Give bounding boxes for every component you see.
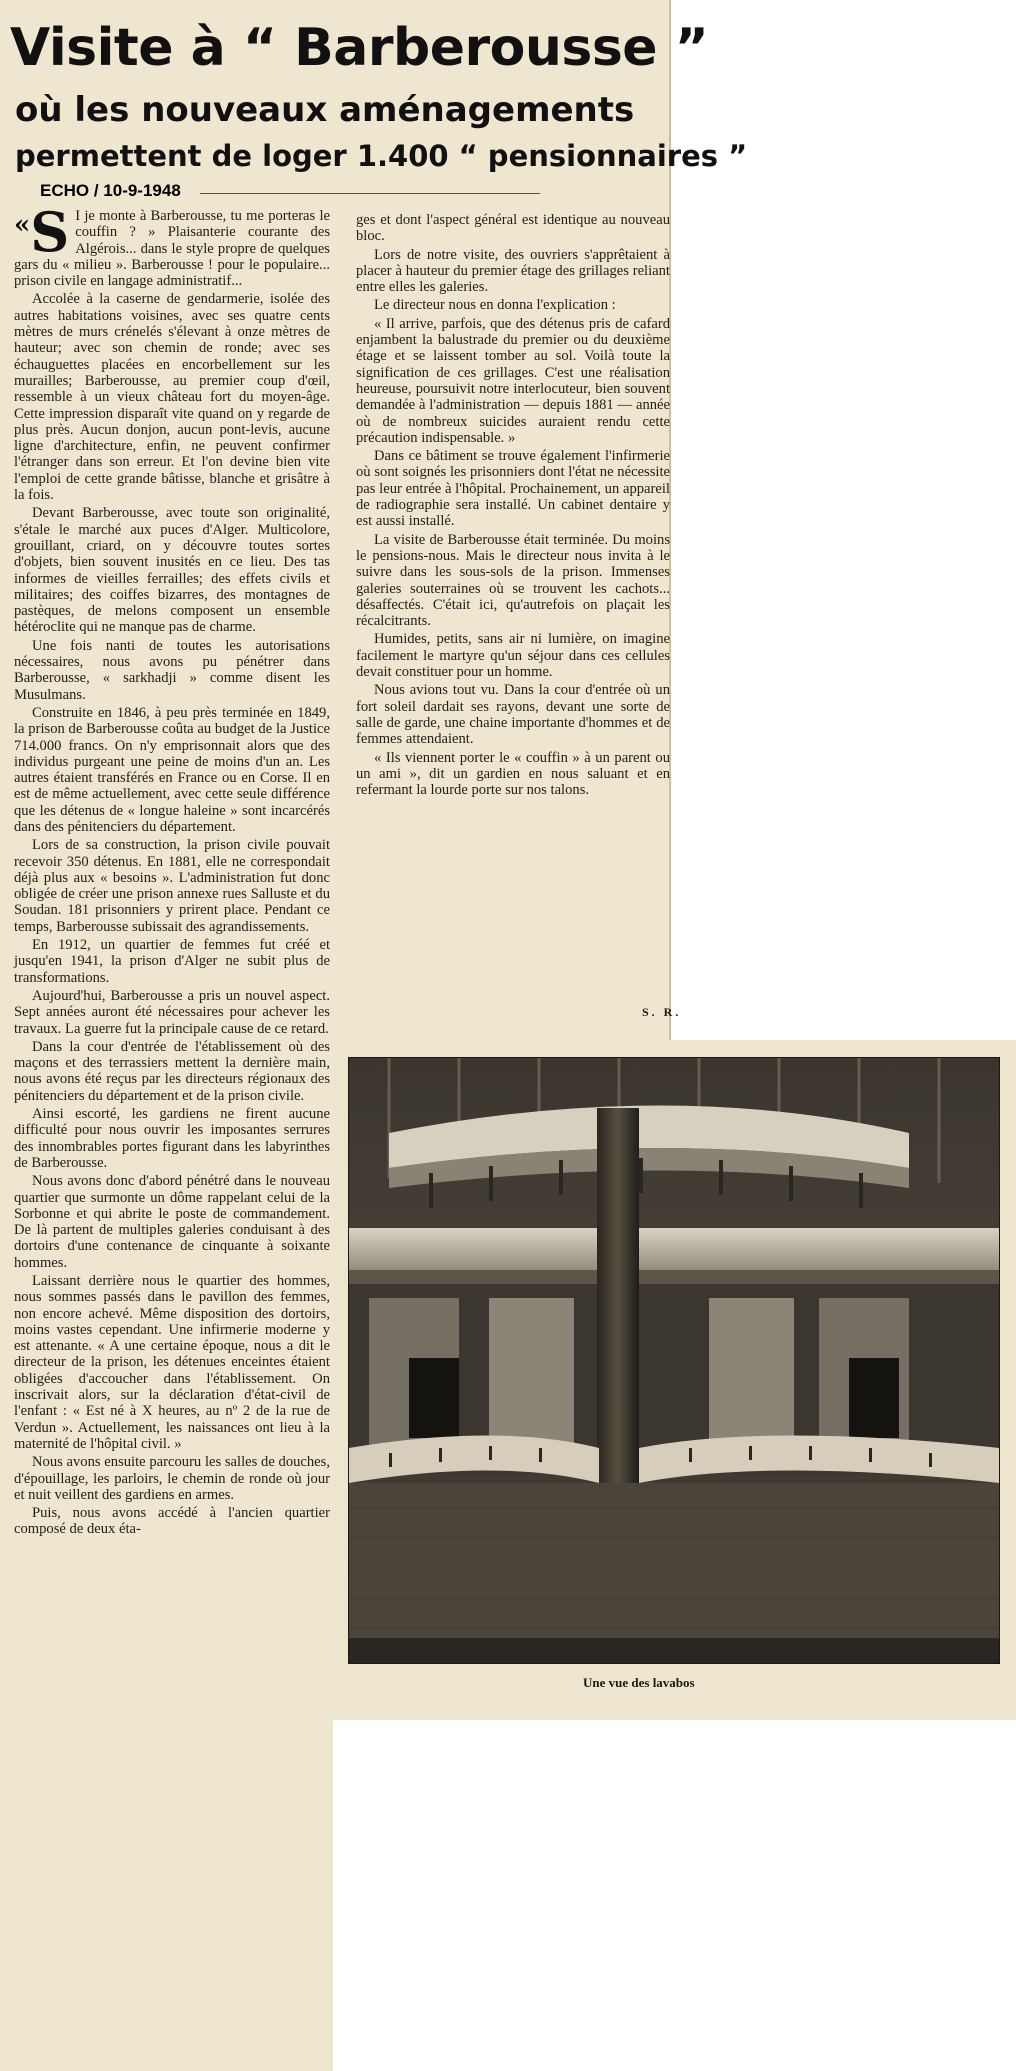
paragraph: ges et dont l'aspect général est identique au nouveau bloc.: [356, 212, 670, 245]
paragraph: Lors de notre visite, des ouvriers s'apprêtaient à placer à hauteur du premier étage des grillages reliant entre elles les galeries.: [356, 246, 670, 296]
paragraph: « Il arrive, parfois, que des détenus pris de cafard enjambent la balustrade du premier ou du deuxième étage et se laissent tomber au sol. Voilà toute la signification de ces grillages. C'est une réalisation heureuse, poursuivit notre interlocuteur, bien souvent demandée à l'administration — depuis 1881 — année où de nombreux suicides auraient rendu cette précaution indispensable. »: [356, 315, 670, 446]
paragraph: En 1912, un quartier de femmes fut créé et jusqu'en 1941, la prison d'Alger ne subit plus de transformations.: [14, 937, 330, 986]
photo-caption: Une vue des lavabos: [583, 1675, 695, 1690]
article-column-1: [14, 200, 330, 1540]
photo-illustration: [349, 1058, 999, 1663]
paragraph: Humides, petits, sans air ni lumière, on imagine facilement le martyre qu'un séjour dans ces cellules devait constituer pour un homme.: [356, 631, 670, 681]
paragraph: Dans la cour d'entrée de l'établissement où des maçons et des terrassiers mettent la dernière main, nous avons été reçus par les directeurs régionaux des pénitenciers du département et de la prison civile.: [14, 1038, 330, 1104]
paragraph: Laissant derrière nous le quartier des hommes, nous sommes passés dans le pavillon des femmes, non encore achevé. Même disposition des dortoirs, moins vastes cependant. Une infirmerie moderne y est attenante. « A une certaine époque, nous a dit le directeur de la prison, les détenues enceintes étaient obligées d'accoucher dans l'établissement. On inscrivait alors, sur la déclaration d'état-civil de l'enfant : « Est né à X heures, au nº 2 de la rue de Verdun ». Actuellement, les naissances ont lieu à la maternité de l'hôpital civil. »: [14, 1273, 330, 1452]
paragraph: Devant Barberousse, avec toute son originalité, s'étale le marché aux puces d'Alger. Multicolore, grouillant, criard, on y découvre toutes sortes d'objets, bien souvent inusités en ce lieu. Des tas informes de vieilles ferrailles; des effets civils et militaires; des coiffes bizarres, des montagnes de pastèques, de melons composent un ensemble hétéroclite qui ne manque pas de charme.: [14, 505, 330, 636]
lead-paragraph: «S I je monte à Barberousse, tu me porteras le couffin ? » Plaisanterie courante des Algérois... dans le style propre de quelques gars du « milieu ». Barberousse ! pour le populaire... prison civile en langage administratif...: [14, 200, 330, 290]
paragraph: « Ils viennent porter le « couffin » à un parent ou un ami », dit un gardien en nous saluant et en refermant la lourde porte sur nos talons.: [356, 749, 670, 799]
paragraph: La visite de Barberousse était terminée. Du moins le pensions-nous. Mais le directeur nous invita à le suivre dans les sous-sols de la prison. Immenses galeries souterraines où se trouvent les cachots... désaffectés. C'était ici, qu'autrefois on plaçait les récalcitrants.: [356, 531, 670, 630]
paragraph: Puis, nous avons accédé à l'ancien quartier composé de deux éta-: [14, 1505, 330, 1538]
paragraph: Le directeur nous en donna l'explication :: [374, 297, 616, 314]
paragraph: Ainsi escorté, les gardiens ne firent aucune difficulté pour nous ouvrir les imposantes serrures des innombrables portes figurant dans les labyrinthes de Barberousse.: [14, 1106, 330, 1171]
paragraph: Dans ce bâtiment se trouve également l'infirmerie où sont soignés les prisonniers dont l'état ne nécessite pas leur entrée à l'hôpital. Prochainement, un appareil de radiographie sera installé. Un cabinet dentaire y est aussi installé.: [356, 448, 670, 530]
author-signature: S. R.: [642, 1005, 682, 1019]
dropcap: «S: [14, 200, 70, 264]
paragraph: Accolée à la caserne de gendarmerie, isolée des autres habitations voisines, avec ses quatre cents mètres de murs crénelés s'élevant à onze mètres de hauteur; avec son chemin de ronde; avec ses échauguettes placées en encorbellement sur les murailles; Barberousse, au premier coup d'œil, ressemble à un vieux château fort du moyen-âge. Cette impression disparaît vite quand on y regarde de plus près. Aucun donjon, aucun pont-levis, aucune ligne d'architecture, enfin, ne peuvent confirmer l'étranger dans son erreur. Et l'on devine bien vite l'emploi de cette grande bâtisse, blanche et grisâtre à la fois.: [14, 291, 330, 504]
article-column-2: [356, 212, 670, 800]
paragraph: Nous avions tout vu. Dans la cour d'entrée où un fort soleil dardait ses rayons, devant une sorte de salle de garde, une chaine importante d'hommes et de femmes attendaient.: [356, 682, 670, 748]
paragraph: Aujourd'hui, Barberousse a pris un nouvel aspect. Sept années auront été nécessaires pour achever les travaux. La guerre fut la principale cause de ce retard.: [14, 987, 330, 1037]
paragraph: Nous avons donc d'abord pénétré dans le nouveau quartier que surmonte un dôme rappelant celui de la Sorbonne et qui abrite le poste de commandement. De là partent de multiples galeries conduisant à des dortoirs d'une contenance de cinquante à soixante hommes.: [14, 1173, 330, 1271]
header-rule: [200, 193, 540, 194]
paragraph: Nous avons ensuite parcouru les salles de douches, d'épouillage, les parloirs, le chemin de ronde où jour et nuit veillent des gardiens en armes.: [14, 1454, 330, 1503]
paragraph: Construite en 1846, à peu près terminée en 1849, la prison de Barberousse coûta au budget de la Justice 714.000 francs. On n'y emprisonnait alors que des individus purgeant une peine de moins d'un an. Les autres étaient transférés en France ou en Corse. Il en est de même actuellement, avec cette seule différence que les détenus de « longue haleine » sont incarcérés dans des pénitenciers du département.: [14, 704, 330, 835]
headline: Visite à “ Barberousse ”: [10, 18, 709, 78]
paragraph: Une fois nanti de toutes les autorisations nécessaires, nous avons pu pénétrer dans Barberousse, « sarkhadji » comme disent les Musulmans.: [14, 637, 330, 703]
subheadline-2: permettent de loger 1.400 “ pensionnaires ”: [15, 139, 748, 173]
source-date-label: ECHO / 10-9-1948: [40, 181, 181, 200]
lavabos-photo: [348, 1057, 1000, 1664]
subheadline-1: où les nouveaux aménagements: [15, 90, 635, 130]
paragraph: Lors de sa construction, la prison civile pouvait recevoir 350 détenus. En 1881, elle ne correspondait déjà plus aux « besoins ». L'administration fut donc obligée de créer une prison annexe rues Salluste et du Soudan. 181 prisonniers y prirent place. Pendant ce temps, Barberousse subissait des agrandissements.: [14, 837, 330, 935]
